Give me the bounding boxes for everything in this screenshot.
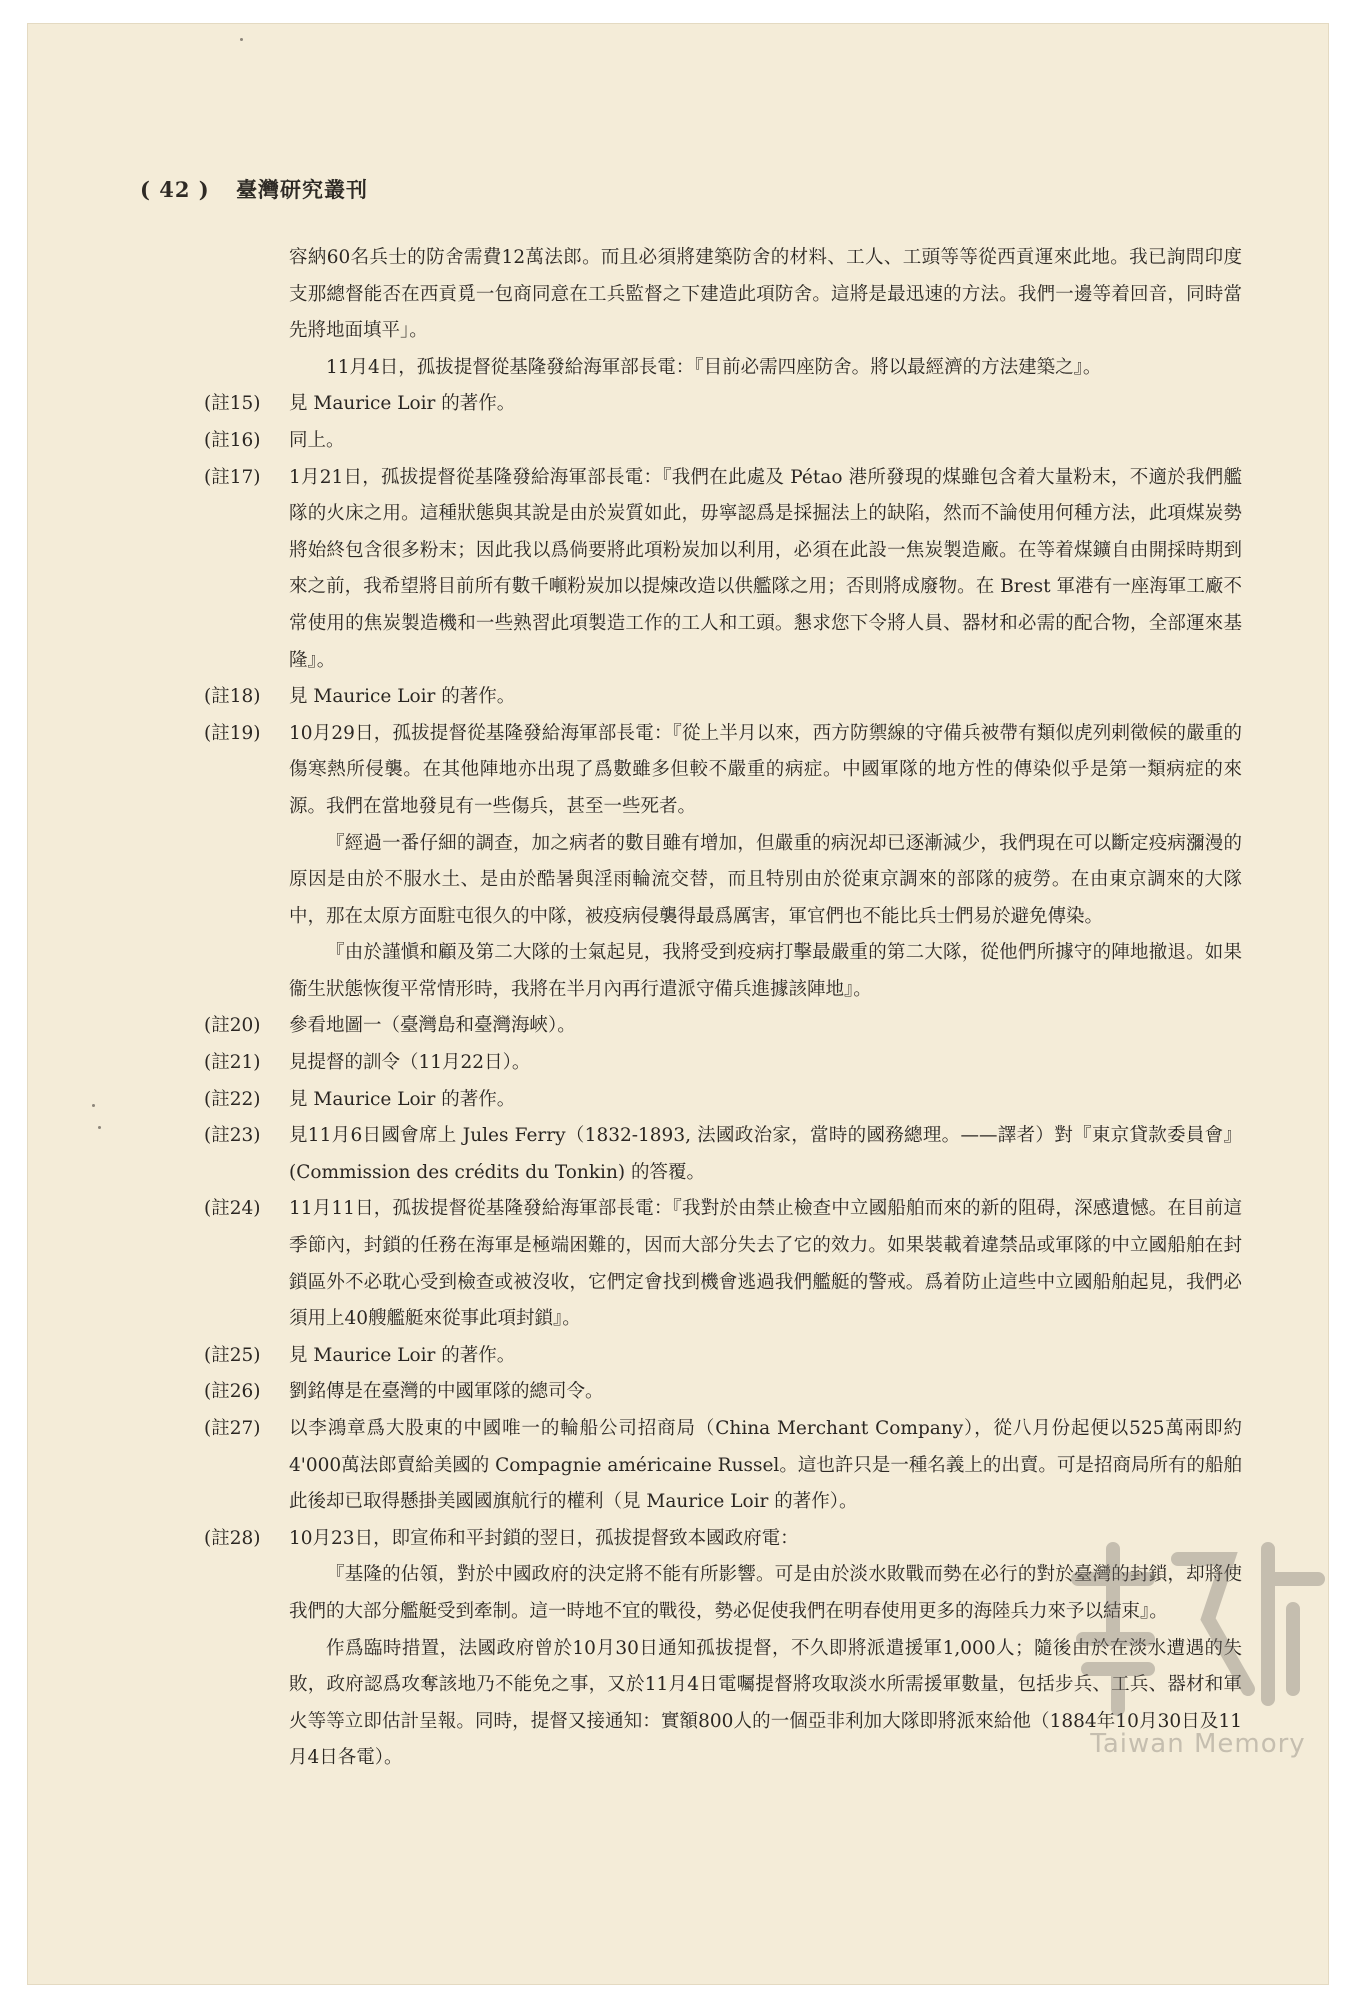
paragraph-text: 10月29日，孤拔提督從基隆發給海軍部長電：『從上半月以來，西方防禦線的守備兵被帶有類似虎列剌徵候的嚴重的傷寒熱所侵襲。在其他陣地亦出現了爲數雖多但較不嚴重的病症。中國軍隊的地方性的傳染似乎是第一類病症的來源。我們在當地發見有一些傷兵，甚至一些死者。: [289, 722, 1242, 817]
paragraph-text: 見11月6日國會席上 Jules Ferry（1832-1893, 法國政治家，當時的國務總理。——譯者）對『東京貸款委員會』(Commission des crédits du Tonkin) 的答覆。: [289, 1125, 1242, 1183]
footnote: [134, 1082, 1242, 1119]
footnote: [134, 423, 1242, 460]
taiwan-memory-logo-icon: [1058, 1519, 1338, 1719]
footnote: [134, 1411, 1242, 1521]
footnote-label: (註25): [204, 1344, 261, 1366]
page-number: ( 42 ): [140, 177, 210, 202]
footnote: [134, 679, 1242, 716]
paragraph-text: 『經過一番仔細的調查，加之病者的數目雖有增加，但嚴重的病況却已逐漸減少，我們現在可以斷定疫病瀰漫的原因是由於不服水土、是由於酷暑與淫雨輪流交替，而且特別由於從東京調來的部隊的疲勞。在由東京調來的大隊中，那在太原方面駐屯很久的中隊，被疫病侵襲得最爲厲害，軍官們也不能比兵士們易於避免傳染。: [289, 832, 1242, 927]
paragraph-text: 劉銘傳是在臺灣的中國軍隊的總司令。: [289, 1381, 604, 1403]
footnote-label: (註23): [204, 1125, 261, 1147]
paragraph-text: 見 Maurice Loir 的著作。: [289, 393, 516, 415]
footnote-label: (註18): [204, 686, 261, 708]
footnote-label: (註21): [204, 1052, 261, 1074]
paragraph-text: 見提督的訓令（11月22日）。: [289, 1052, 531, 1074]
paragraph-text: 作爲臨時措置，法國政府曾於10月30日通知孤拔提督，不久即將派遣援軍1,000人；隨後由於在淡水遭遇的失敗，政府認爲攻奪該地乃不能免之事，又於11月4日電囑提督將攻取淡水所需援軍數量，包括步兵、工兵、器材和軍火等等立即估計呈報。同時，提督又接通知：實額800人的一個亞非利加大隊即將派來給他（1884年10月30日及11月4日各電）。: [289, 1637, 1242, 1769]
paragraph-text: 見 Maurice Loir 的著作。: [289, 1344, 516, 1366]
paragraph-text: 『由於謹愼和顧及第二大隊的士氣起見，我將受到疫病打擊最嚴重的第二大隊，從他們所據守的陣地撤退。如果衞生狀態恢復平常情形時，我將在半月內再行遣派守備兵進據該陣地』。: [289, 942, 1242, 1000]
paragraph-text: 見 Maurice Loir 的著作。: [289, 1088, 516, 1110]
series-title: 臺灣研究叢刊: [236, 177, 369, 202]
footnote-label: (註17): [204, 466, 261, 488]
paragraph-text: 容納60名兵士的防舍需費12萬法郎。而且必須將建築防舍的材料、工人、工頭等等從西貢運來此地。我已詢問印度支那總督能否在西貢覓一包商同意在工兵監督之下建造此項防舍。這將是最迅速的方法。我們一邊等着回音，同時當先將地面填平」。: [289, 247, 1242, 342]
paragraph: [134, 240, 1242, 350]
footnote: [134, 1008, 1242, 1045]
footnote: [134, 386, 1242, 423]
paragraph-text: 10月23日，即宣佈和平封鎖的翌日，孤拔提督致本國政府電：: [289, 1527, 799, 1549]
page-header: [140, 174, 368, 204]
paragraph: [134, 350, 1242, 387]
footnote-label: (註27): [204, 1418, 261, 1439]
footnote: [134, 1338, 1242, 1375]
paragraph-text: 『基隆的佔領，對於中國政府的決定將不能有所影響。可是由於淡水敗戰而勢在必行的對於臺灣的封鎖，却將使我們的大部分艦艇受到牽制。這一時地不宜的戰役，勢必促使我們在明春使用更多的海陸兵力來予以結束』。: [289, 1564, 1242, 1622]
paragraph-text: 11月4日，孤拔提督從基隆發給海軍部長電：『目前必需四座防舍。將以最經濟的方法建築之』。: [326, 356, 1102, 378]
paragraph-text: 同上。: [289, 429, 345, 451]
watermark: [1058, 1519, 1338, 1759]
footnote-label: (註19): [204, 722, 261, 744]
footnote-label: (註20): [204, 1015, 261, 1037]
paragraph-text: 以李鴻章爲大股東的中國唯一的輪船公司招商局（China Merchant Company），從八月份起便以525萬兩即約4'000萬法郎賣給美國的 Compagnie américaine Russel。這也許只是一種名義上的出賣。可是招商局所有的船舶此後却已取得懸掛美國國旗航行的權利（見 Maurice Loir 的著作）。: [289, 1418, 1242, 1513]
footnote: [134, 460, 1242, 680]
footnote: [134, 1374, 1242, 1411]
footnote: [134, 1118, 1242, 1191]
footnote-label: (註26): [204, 1381, 261, 1403]
paragraph-text: 參看地圖一（臺灣島和臺灣海峽）。: [289, 1015, 576, 1037]
footnote: [134, 716, 1242, 826]
paragraph-text: 1月21日，孤拔提督從基隆發給海軍部長電：『我們在此處及 Pétao 港所發現的煤雖包含着大量粉末，不適於我們艦隊的火床之用。這種狀態與其說是由於炭質如此，毋寧認爲是採掘法上的缺陷，然而不論使用何種方法，此項煤炭勢將始終包含很多粉末；因此我以爲倘要將此項粉炭加以利用，必須在此設一焦炭製造廠。在等着煤鑛自由開採時期到來之前，我希望將目前所有數千噸粉炭加以提煉改造以供艦隊之用；否則將成廢物。在 Brest 軍港有一座海軍工廠不常使用的焦炭製造機和一些熟習此項製造工作的工人和工頭。懇求您下令將人員、器材和必需的配合物，全部運來基隆』。: [289, 466, 1242, 671]
footnote: [134, 1191, 1242, 1337]
footnote-label: (註22): [204, 1088, 261, 1110]
footnote: [134, 1045, 1242, 1082]
paragraph-text: 11月11日，孤拔提督從基隆發給海軍部長電：『我對於由禁止檢查中立國船舶而來的新的阻碍，深感遺憾。在目前這季節內，封鎖的任務在海軍是極端困難的，因而大部分失去了它的效力。如果裝載着違禁品或軍隊的中立國船舶在封鎖區外不必耽心受到檢查或被沒收，它們定會找到機會逃過我們艦艇的警戒。爲着防止這些中立國船舶起見，我們必須用上40艘艦艇來從事此項封鎖』。: [289, 1198, 1242, 1330]
footnote-label: (註16): [204, 429, 261, 451]
watermark-label: Taiwan Memory: [1090, 1729, 1306, 1759]
footnote-label: (註28): [204, 1527, 261, 1549]
paragraph-text: 見 Maurice Loir 的著作。: [289, 686, 516, 708]
footnote-label: (註15): [204, 393, 261, 415]
paragraph: [134, 826, 1242, 936]
document-page: [28, 24, 1328, 1984]
paragraph: [134, 935, 1242, 1008]
footnote-label: (註24): [204, 1198, 261, 1220]
